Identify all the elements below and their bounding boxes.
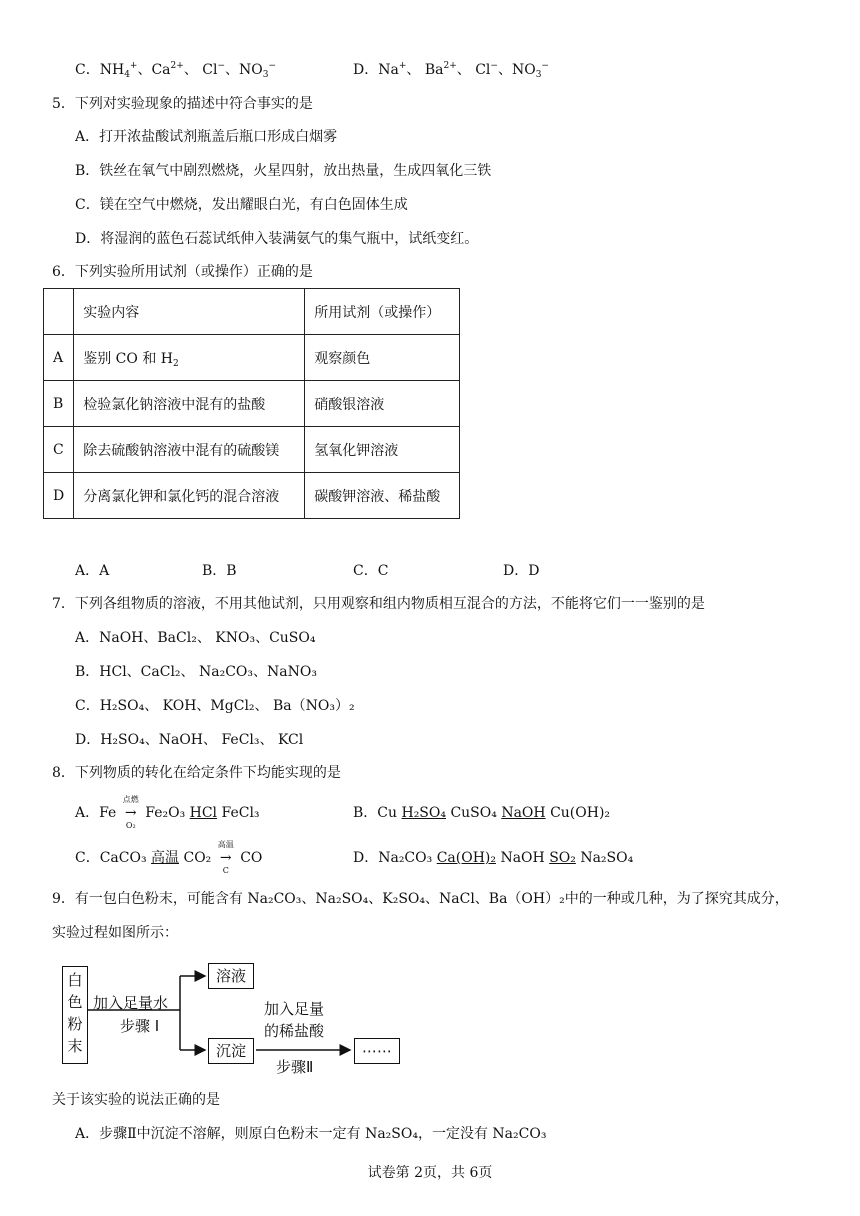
- row-content: 检验氯化钠溶液中混有的盐酸: [74, 381, 305, 427]
- q7-stem: 7．下列各组物质的溶液，不用其他试剂，只用观察和组内物质相互混合的方法，不能将它们一一鉴别的是: [52, 596, 705, 612]
- table-row: [44, 381, 460, 427]
- row-key: A: [44, 335, 74, 381]
- row-reagent: 碳酸钾溶液、稀盐酸: [305, 473, 460, 519]
- q5-option-d: D．将湿润的蓝色石蕊试纸伸入装满氨气的集气瓶中，试纸变红。: [75, 231, 479, 247]
- flow-precipitate-box: 沉淀: [208, 1038, 254, 1064]
- flow-step1-label: 加入足量水: [93, 994, 169, 1012]
- q6-stem: 6．下列实验所用试剂（或操作）正确的是: [52, 264, 313, 280]
- flow-step2-label-2: 的稀盐酸: [264, 1022, 325, 1040]
- table-row: [44, 473, 460, 519]
- q8-option-a: A．Fe → 点燃 O₂ Fe₂O₃ HCl FeCl₃: [75, 795, 260, 830]
- flow-step2-label-1: 加入足量: [264, 1000, 325, 1018]
- row-key: B: [44, 381, 74, 427]
- q8-option-b: B．Cu H₂SO₄ CuSO₄ NaOH Cu(OH)₂: [353, 805, 611, 821]
- q5-option-a: A．打开浓盐酸试剂瓶盖后瓶口形成白烟雾: [75, 129, 338, 145]
- table-header-row: [44, 289, 460, 335]
- q6-table: [43, 288, 460, 519]
- table-header-cell: [44, 289, 74, 335]
- row-key: D: [44, 473, 74, 519]
- table-header-cell: 所用试剂（或操作）: [305, 289, 460, 335]
- row-reagent: 硝酸银溶液: [305, 381, 460, 427]
- q5-option-c: C．镁在空气中燃烧，发出耀眼白光，有白色固体生成: [75, 197, 408, 213]
- q7-option-b: B．HCl、CaCl₂、 Na₂CO₃、NaNO₃: [75, 664, 317, 680]
- q6-choice-a: A．A: [75, 563, 110, 579]
- table-row: [44, 427, 460, 473]
- q7-option-c: C．H₂SO₄、 KOH、MgCl₂、 Ba（NO₃）₂: [75, 698, 355, 714]
- page-footer: 试卷第 2页，共 6页: [367, 1165, 493, 1181]
- q5-stem: 5．下列对实验现象的描述中符合事实的是: [52, 96, 313, 112]
- q9-stem-line2: 实验过程如图所示：: [52, 925, 178, 941]
- flow-result-box: ⋯⋯: [354, 1038, 400, 1064]
- row-key: C: [44, 427, 74, 473]
- q8-stem: 8．下列物质的转化在给定条件下均能实现的是: [52, 765, 341, 781]
- q8-option-d: D．Na₂CO₃ Ca(OH)₂ NaOH SO₂ Na₂SO₄: [353, 850, 634, 866]
- table-row: [44, 335, 460, 381]
- flow-step1-name: 步骤 I: [120, 1017, 160, 1035]
- row-content: 鉴别 CO 和 $H_2$: [74, 335, 305, 381]
- q9-option-a: A．步骤Ⅱ中沉淀不溶解，则原白色粉末一定有 Na₂SO₄，一定没有 Na₂CO₃: [75, 1126, 547, 1142]
- q4-option-c: C．$NH_4^+$、$Ca^{2+}$、 Cl−、$NO_3^-$: [75, 61, 277, 80]
- row-reagent: 观察颜色: [305, 335, 460, 381]
- arrow-icon: → 点燃 O₂: [122, 795, 139, 830]
- q9-flow-diagram: [60, 960, 410, 1080]
- q6-choice-c: C．C: [353, 563, 389, 579]
- table-header-cell: 实验内容: [74, 289, 305, 335]
- arrow-icon: → 高温 C: [217, 840, 234, 875]
- flow-solution-box: 溶液: [208, 963, 254, 989]
- q6-choice-b: B．B: [202, 563, 237, 579]
- q7-option-a: A．NaOH、BaCl₂、 KNO₃、CuSO₄: [75, 630, 316, 646]
- flow-step2-name: 步骤Ⅱ: [276, 1058, 314, 1076]
- q5-option-b: B．铁丝在氧气中剧烈燃烧，火星四射，放出热量，生成四氧化三铁: [75, 163, 492, 179]
- q4-option-d: D．Na+、 $Ba^{2+}$、 Cl−、$NO_3^-$: [353, 61, 549, 80]
- q8-option-c: C．CaCO₃ 高温 CO₂ → 高温 C CO: [75, 840, 263, 875]
- q7-option-d: D．H₂SO₄、NaOH、 FeCl₃、 KCl: [75, 732, 304, 748]
- q9-after-text: 关于该实验的说法正确的是: [52, 1092, 220, 1108]
- q6-choice-d: D．D: [503, 563, 540, 579]
- row-content: 除去硫酸钠溶液中混有的硫酸镁: [74, 427, 305, 473]
- row-reagent: 氢氧化钾溶液: [305, 427, 460, 473]
- q9-stem-line1: 9．有一包白色粉末，可能含有 Na₂CO₃、Na₂SO₄、K₂SO₄、NaCl、Ba（OH）₂中的一种或几种，为了探究其成分，: [52, 891, 789, 907]
- flow-start-box: 白色粉末: [62, 966, 88, 1064]
- row-content: 分离氯化钾和氯化钙的混合溶液: [74, 473, 305, 519]
